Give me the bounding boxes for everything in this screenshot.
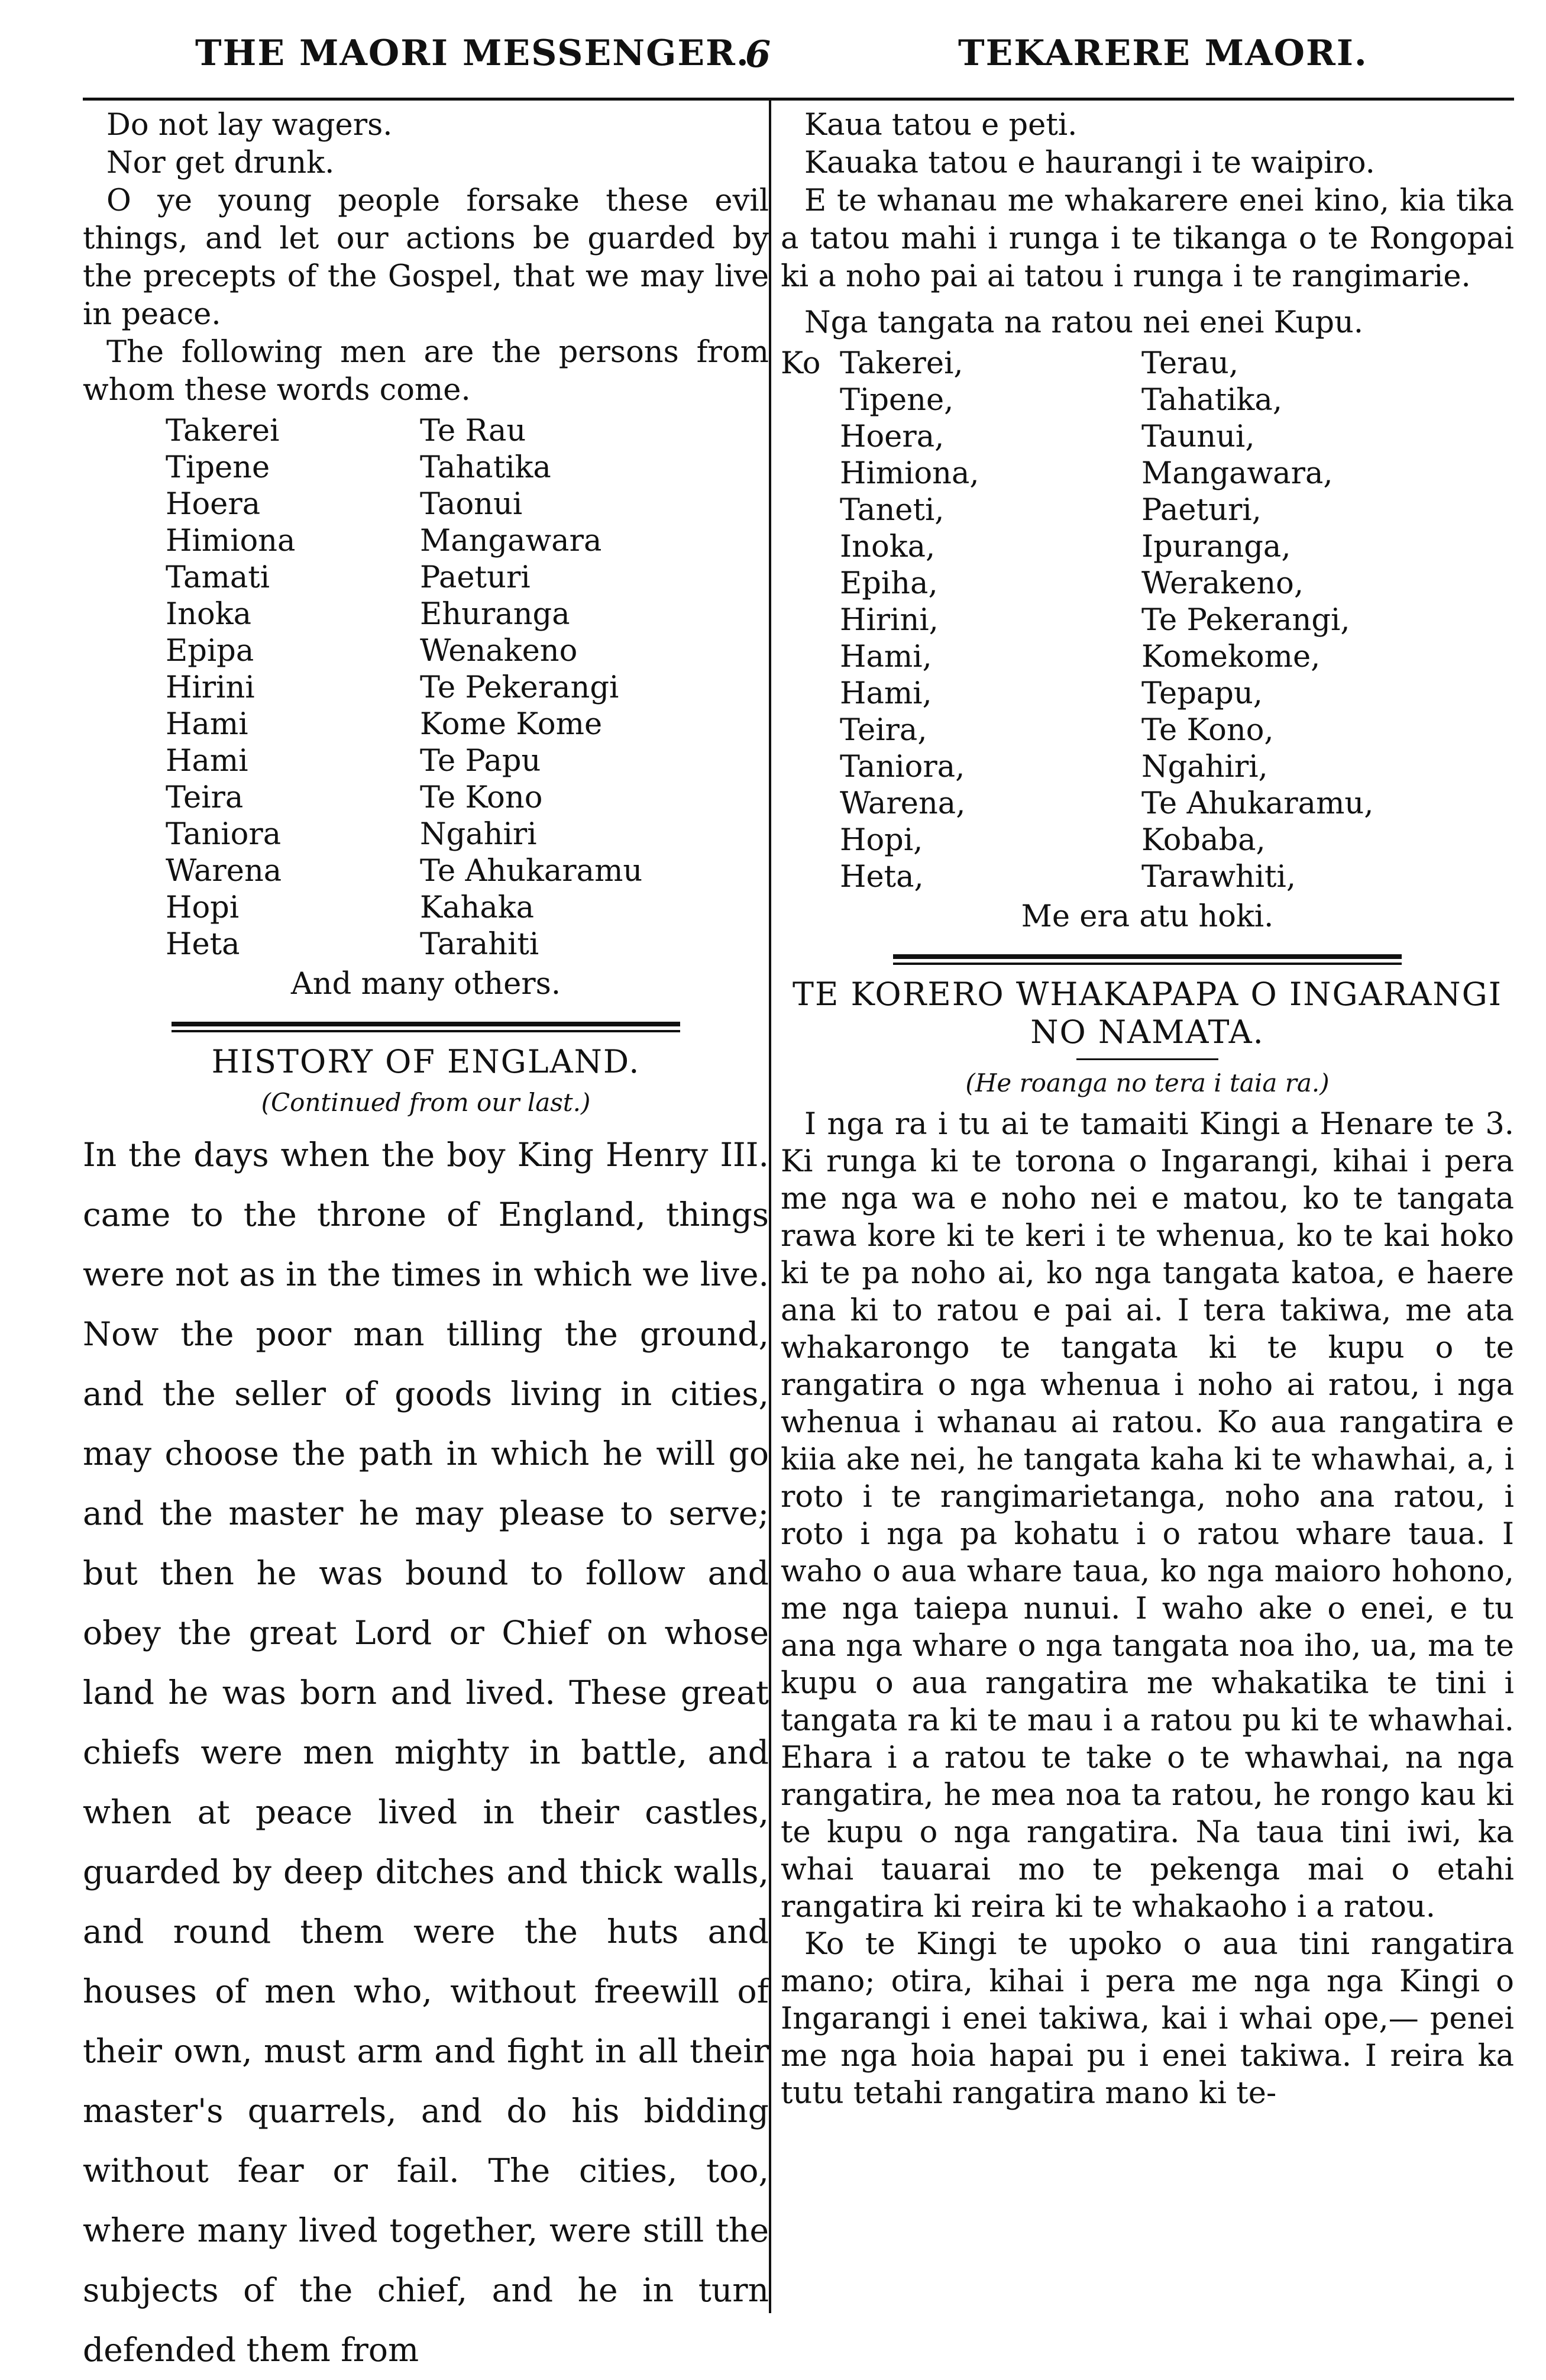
english-intro-paragraph: The following men are the persons from whom these words come. — [83, 335, 769, 408]
list-prefix: Ko — [781, 346, 821, 381]
name-row — [781, 345, 1514, 382]
maori-intro-paragraph: Nga tangata na ratou nei enei Kupu. — [804, 305, 1364, 340]
name-row — [781, 382, 1514, 419]
name-row — [83, 413, 769, 450]
name-row — [83, 596, 769, 633]
name-entry: Hirini — [166, 670, 255, 705]
column-divider — [769, 101, 771, 2313]
name-entry: Te Ahukaramu — [420, 854, 643, 889]
name-row — [83, 706, 769, 743]
name-entry: Taneti, — [840, 493, 945, 528]
name-entry: Paeturi — [420, 560, 531, 595]
name-row — [781, 419, 1514, 456]
name-entry: Heta, — [840, 860, 924, 894]
maori-section-subtitle: (He roanga no tera i taia ra.) — [965, 1068, 1330, 1097]
name-entry: Mangawara, — [1141, 456, 1333, 491]
maori-intro-line: Kaua tatou e peti. — [804, 108, 1078, 143]
name-row — [83, 560, 769, 596]
english-history-text: In the days when the boy King Henry III. came to the throne of England, things were not as in the times in which we live. Now the poor man tilling the ground, and the seller of goods living in cities, may choose the path in which he will go and the master he may please to serve; but then he was bound to follow and obey the great Lord or Chief on whose land he was born and lived. These great chiefs were men mighty in battle, and when at peace lived in their castles, guarded by deep ditches and thick walls, and round them were the huts and houses of men who, without freewill of their own, must arm and fight in all their master's quarrels, and do his bidding without fear or fail. The cities, too, where many lived together, were still the subjects of the chief, and he in turn defended them from — [83, 1136, 769, 2369]
name-entry: Heta — [166, 927, 240, 962]
english-closing: And many others. — [290, 967, 561, 1002]
english-section-title: HISTORY OF ENGLAND. — [211, 1043, 641, 1080]
name-entry: Wenakeno — [420, 634, 578, 669]
maori-history-paragraph: I nga ra i tu ai te tamaiti Kingi a Henare te 3. Ki runga ki te torona o Ingarangi, kihai i pera me nga wa e noho nei e matou, ko te tangata rawa kore ki te keri i te whenua, ko te kai hoko ki te pa noho ai, ko nga tangata katoa, e haere ana ki to ratou e pai ai. I tera takiwa, me ata whakarongo te tangata ki te kupu o te rangatira o nga whenua i noho ai ratou, i nga whenua i whanau ai ratou. Ko aua rangatira e kiia ake nei, he tangata kaha ki te whawhai, a, i roto i te rangimarietanga, noho ana ratou, i roto i nga pa kohatu i o ratou whare taua. I waho o aua whare taua, ko nga maioro hohono, me nga taiepa nunui. I waho ake o enei, e tu ana nga whare o nga tangata noa iho, ua, ma te kupu o aua rangatira me whakatika te tini i tangata ra ki te mau i a ratou pu ki te whawhai. Ehara i a ratou te take o te whawhai, na nga rangatira, he mea noa ta ratou, he rongo kau ki te kupu o nga rangatira. Na taua tini iwi, ka whai tauarai mo te pekenga mai o etahi rangatira ki reira ki te whakaoho i a ratou. — [781, 1107, 1514, 1924]
name-entry: Hami — [166, 744, 248, 779]
name-entry: Taniora — [166, 817, 282, 852]
name-entry: Terau, — [1141, 346, 1239, 381]
name-row — [83, 670, 769, 706]
name-entry: Tipene — [166, 450, 270, 485]
name-entry: Taniora, — [840, 750, 965, 784]
name-row — [83, 486, 769, 523]
name-entry: Hami — [166, 707, 248, 742]
name-entry: Warena — [166, 854, 282, 889]
name-entry: Tepapu, — [1141, 676, 1263, 711]
name-row — [781, 566, 1514, 602]
name-row — [83, 780, 769, 816]
name-entry: Hami, — [840, 676, 932, 711]
name-row — [83, 926, 769, 963]
name-entry: Te Kono, — [1141, 713, 1274, 748]
maori-column — [781, 106, 1514, 2112]
name-entry: Taonui — [420, 487, 523, 522]
name-entry: Hami, — [840, 640, 932, 674]
maori-closing: Me era atu hoki. — [1021, 899, 1274, 934]
name-row — [781, 492, 1514, 529]
name-entry: Ehuranga — [420, 597, 570, 632]
name-row — [781, 639, 1514, 676]
name-entry: Kahaka — [420, 890, 535, 925]
name-entry: Mangawara — [420, 524, 602, 558]
name-entry: Kome Kome — [420, 707, 603, 742]
name-entry: Hirini, — [840, 603, 939, 638]
name-row — [781, 749, 1514, 786]
page-number: 6 — [745, 33, 771, 76]
name-row — [83, 816, 769, 853]
name-entry: Hoera — [166, 487, 261, 522]
maori-intro-paragraph: E te whanau me whakarere enei kino, kia tika a tatou mahi i runga i te tikanga o te Rongopai ki a noho pai ai tatou i runga i te rangimarie. — [781, 183, 1514, 294]
name-entry: Te Pekerangi — [420, 670, 619, 705]
maori-name-list — [781, 345, 1514, 896]
name-entry: Tarahiti — [420, 927, 539, 962]
name-entry: Te Pekerangi, — [1141, 603, 1350, 638]
name-entry: Te Rau — [420, 414, 526, 448]
maori-history-paragraph: Ko te Kingi te upoko o aua tini rangatira mano; otira, kihai i pera me nga nga Kingi o Ingarangi i enei takiwa, kai i whai ope,— penei me nga hoia hapai pu i enei takiwa. I reira ka tutu tetahi rangatira mano ki te- — [781, 1927, 1514, 2111]
section-double-rule — [893, 954, 1402, 965]
name-entry: Himiona, — [840, 456, 979, 491]
header-right-title: TEKARERE MAORI. — [958, 33, 1368, 74]
maori-section-title: TE KORERO WHAKAPAPA O INGARANGI NO NAMATA. — [792, 976, 1503, 1051]
name-entry: Inoka — [166, 597, 252, 632]
name-entry: Werakeno, — [1141, 566, 1304, 601]
name-row — [781, 822, 1514, 859]
name-entry: Epipa — [166, 634, 254, 669]
name-row — [781, 602, 1514, 639]
section-double-rule — [172, 1022, 680, 1032]
name-entry: Tahatika — [420, 450, 551, 485]
name-entry: Te Ahukaramu, — [1141, 786, 1374, 821]
name-entry: Hoera, — [840, 419, 945, 454]
name-entry: Himiona — [166, 524, 296, 558]
name-entry: Teira, — [840, 713, 927, 748]
name-row — [83, 450, 769, 486]
name-row — [83, 890, 769, 926]
name-entry: Ko Takerei, — [781, 346, 963, 381]
name-row — [781, 712, 1514, 749]
english-intro-paragraph: O ye young people forsake these evil things, and let our actions be guarded by the precepts of the Gospel, that we may live in peace. — [83, 183, 769, 332]
english-section-subtitle: (Continued from our last.) — [261, 1088, 591, 1117]
english-intro-line: Do not lay wagers. — [106, 108, 393, 143]
name-entry: Takerei — [166, 414, 280, 448]
name-entry: Epiha, — [840, 566, 938, 601]
name-row — [781, 786, 1514, 822]
name-entry: Kobaba, — [1141, 823, 1266, 858]
english-intro-line: Nor get drunk. — [106, 146, 335, 180]
name-entry: Tipene, — [840, 383, 954, 418]
header-left-title: THE MAORI MESSENGER. — [195, 33, 750, 74]
name-entry: Tamati — [166, 560, 270, 595]
english-column — [83, 106, 769, 2380]
name-entry: Te Papu — [420, 744, 541, 779]
page-header — [0, 33, 1546, 98]
name-row — [83, 743, 769, 780]
name-row — [781, 529, 1514, 566]
header-rule — [83, 98, 1514, 101]
name-entry: Tahatika, — [1141, 383, 1283, 418]
name-entry: Tarawhiti, — [1141, 860, 1296, 894]
name-entry: Te Kono — [420, 780, 543, 815]
name-row — [83, 853, 769, 890]
name-row — [83, 523, 769, 560]
english-name-list — [83, 413, 769, 963]
name-entry: Komekome, — [1141, 640, 1321, 674]
name-entry: Hopi, — [840, 823, 923, 858]
name-row — [83, 633, 769, 670]
name-entry: Inoka, — [840, 529, 936, 564]
name-row — [781, 456, 1514, 492]
name-entry: Ngahiri — [420, 817, 537, 852]
name-entry: Hopi — [166, 890, 240, 925]
name-entry: Paeturi, — [1141, 493, 1262, 528]
name-row — [781, 676, 1514, 712]
name-entry: Ipuranga, — [1141, 529, 1291, 564]
short-rule — [1076, 1058, 1218, 1060]
maori-intro-line: Kauaka tatou e haurangi i te waipiro. — [804, 146, 1375, 180]
name-entry: Ngahiri, — [1141, 750, 1268, 784]
name-entry: Warena, — [840, 786, 966, 821]
name-row — [781, 859, 1514, 896]
name-entry: Teira — [166, 780, 244, 815]
name-entry: Taunui, — [1141, 419, 1255, 454]
